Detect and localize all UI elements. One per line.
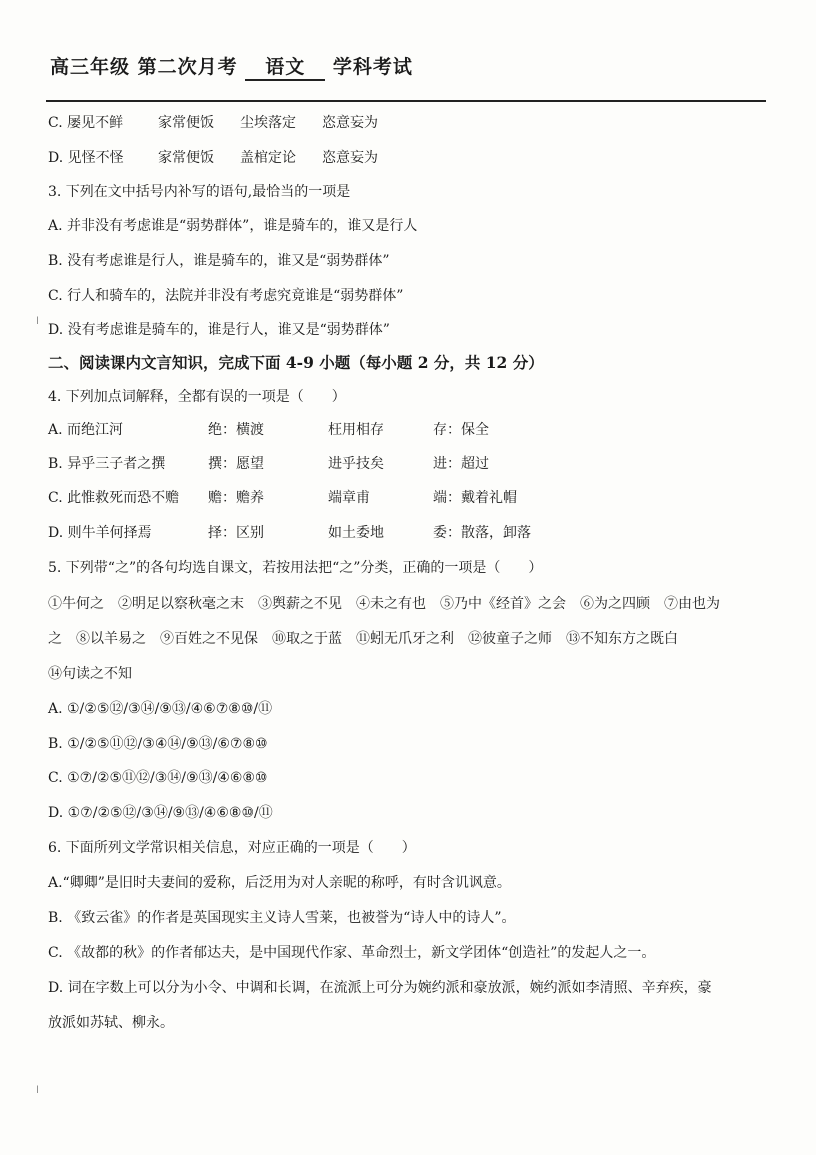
- margin-mark-bottom: ǀ: [36, 1085, 39, 1096]
- section-2-heading: 二、阅读课内文言知识，完成下面 4-9 小题（每小题 2 分，共 12 分）: [48, 353, 544, 372]
- q2-option-d: D. 见怪不怪 家常便饭 盖棺定论 恣意妄为: [48, 150, 378, 166]
- margin-mark: ǀ: [36, 316, 39, 327]
- q3-stem: 3. 下列在文中括号内补写的语句,最恰当的一项是: [48, 184, 351, 200]
- q6-option-d-line-1: D. 词在字数上可以分为小令、中调和长调，在流派上可分为婉约派和豪放派，婉约派如李清照、辛弃疾，豪: [48, 980, 712, 996]
- q6-option-d-line-2: 放派如苏轼、柳永。: [48, 1015, 174, 1031]
- header-divider: [46, 100, 766, 102]
- q3-option-b: B. 没有考虑谁是行人，谁是骑车的，谁又是“弱势群体”: [48, 253, 390, 269]
- q4-option-a: A. 而绝江河 绝：横渡 枉用相存 存：保全: [48, 422, 489, 438]
- q5-stem: 5. 下列带“之”的各句均选自课文，若按用法把“之”分类，正确的一项是（ ）: [48, 560, 543, 576]
- q6-option-b: B. 《致云雀》的作者是英国现实主义诗人雪莱，也被誉为“诗人中的诗人”。: [48, 910, 516, 926]
- q4-option-d: D. 则牛羊何择焉 择：区别 如土委地 委：散落，卸落: [48, 525, 531, 541]
- q5-option-b: B. ①/②⑤⑪⑫/③④⑭/⑨⑬/⑥⑦⑧⑩: [48, 736, 268, 752]
- q5-items-line-2: 之 ⑧以羊易之 ⑨百姓之不见保 ⑩取之于蓝 ⑪蚓无爪牙之利 ⑫彼童子之师 ⑬不知东方之既白: [48, 631, 678, 647]
- q6-stem: 6. 下面所列文学常识相关信息，对应正确的一项是（ ）: [48, 840, 416, 856]
- q5-option-c: C. ①⑦/②⑤⑪⑫/③⑭/⑨⑬/④⑥⑧⑩: [48, 770, 268, 786]
- q4-stem: 4. 下列加点词解释，全都有误的一项是（ ）: [48, 389, 346, 405]
- q6-option-a: A.“卿卿”是旧时夫妻间的爱称，后泛用为对人亲昵的称呼，有时含讥讽意。: [48, 875, 511, 891]
- exam-title-suffix: 学科考试: [332, 56, 413, 78]
- q4-option-b: B. 异乎三子者之撰 撰：愿望 进乎技矣 进：超过: [48, 456, 489, 472]
- q4-option-c: C. 此惟救死而恐不赡 赡：赡养 端章甫 端：戴着礼帽: [48, 490, 517, 506]
- q5-option-d: D. ①⑦/②⑤⑫/③⑭/⑨⑬/④⑥⑧⑩/⑪: [48, 805, 273, 821]
- q5-option-a: A. ①/②⑤⑫/③⑭/⑨⑬/④⑥⑦⑧⑩/⑪: [48, 701, 273, 717]
- exam-header: [50, 52, 413, 81]
- q5-items-line-3: ⑭句读之不知: [48, 666, 132, 682]
- q2-option-c: C. 屡见不鲜 家常便饭 尘埃落定 恣意妄为: [48, 115, 378, 131]
- q5-items-line-1: ①牛何之 ②明足以察秋毫之末 ③舆薪之不见 ④未之有也 ⑤乃中《经首》之会 ⑥为之四顾 ⑦由也为: [48, 596, 720, 612]
- q3-option-d: D. 没有考虑谁是骑车的，谁是行人，谁又是“弱势群体”: [48, 322, 390, 338]
- q3-option-c: C. 行人和骑车的，法院并非没有考虑究竟谁是“弱势群体”: [48, 288, 404, 304]
- subject-name: 语文: [245, 52, 325, 81]
- exam-title-prefix: 高三年级 第二次月考: [50, 56, 238, 78]
- q3-option-a: A. 并非没有考虑谁是“弱势群体”，谁是骑车的，谁又是行人: [48, 218, 418, 234]
- q6-option-c: C. 《故都的秋》的作者郁达夫，是中国现代作家、革命烈士，新文学团体“创造社”的发起人之一。: [48, 945, 656, 961]
